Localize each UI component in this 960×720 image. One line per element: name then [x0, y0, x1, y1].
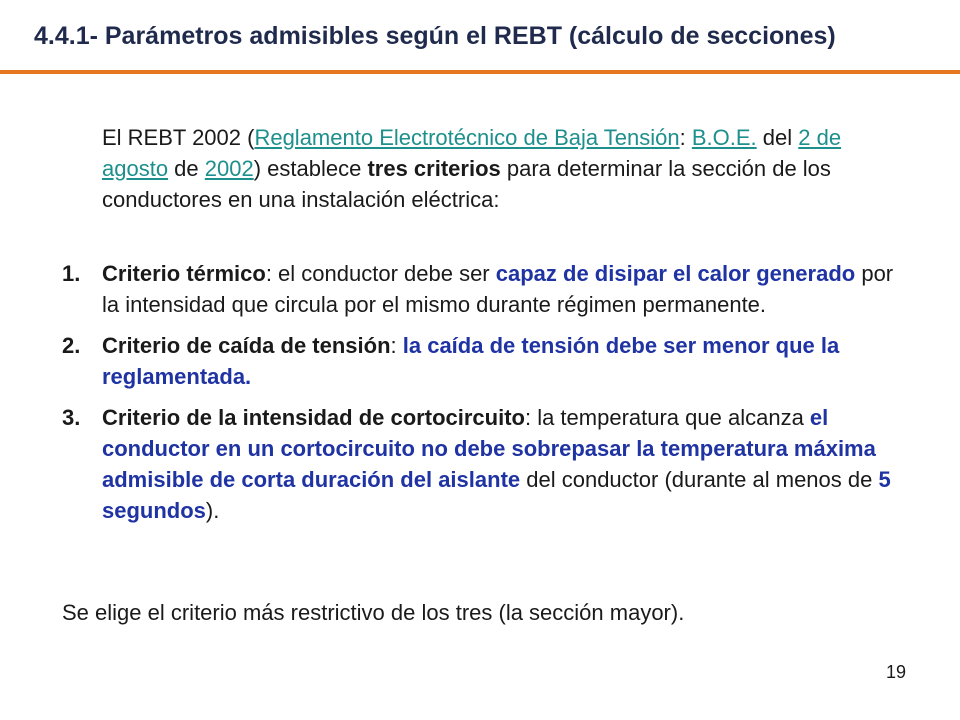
criterion-highlight: la caída de tensión debe ser menor que la reglamentada.	[102, 333, 840, 389]
slide-title: 4.4.1- Parámetros admisibles según el REBT (cálculo de secciones)	[34, 22, 836, 50]
date-link[interactable]: 2 de agosto	[102, 125, 842, 181]
intro-text: :	[679, 125, 692, 150]
criteria-list	[62, 258, 912, 536]
intro-text: del	[756, 125, 799, 150]
intro-text: ) establece	[253, 156, 368, 181]
criterion-name: Criterio de la intensidad de cortocircuito	[102, 405, 525, 430]
criterion-voltage-drop	[62, 330, 912, 392]
criterion-highlight: 5 segundos	[102, 467, 891, 523]
criterion-text: del conductor (durante al menos de	[520, 467, 879, 492]
intro-paragraph	[102, 122, 902, 215]
year-link[interactable]: 2002	[204, 156, 254, 181]
criterion-number: 3.	[62, 405, 81, 430]
criterion-short-circuit	[62, 402, 912, 526]
criterion-name: Criterio térmico	[102, 261, 266, 286]
criterion-text: : el conductor debe ser	[265, 261, 496, 286]
closing-statement: Se elige el criterio más restrictivo de los tres (la sección mayor).	[62, 600, 685, 625]
criterion-thermal	[62, 258, 912, 320]
criterion-text: : la temperatura que alcanza	[524, 405, 810, 430]
reglamento-link[interactable]: Reglamento Electrotécnico de Baja Tensión	[254, 125, 680, 150]
criterion-highlight: el conductor en un cortocircuito no debe sobrepasar la temperatura máxima admisible de corta duración del aislante	[102, 405, 876, 492]
criterion-name: Criterio de caída de tensión	[102, 333, 391, 358]
criterion-highlight: capaz de disipar el calor generado	[495, 261, 856, 286]
page-number: 19	[885, 662, 906, 682]
boe-link[interactable]: B.O.E.	[691, 125, 757, 150]
intro-text: El REBT 2002 (	[102, 125, 255, 150]
criterion-text: :	[390, 333, 403, 358]
criterion-text: ).	[205, 498, 220, 523]
intro-text: de	[168, 156, 205, 181]
criterion-number: 1.	[62, 261, 81, 286]
intro-text: para determinar la sección de los conductores en una instalación eléctrica:	[102, 156, 831, 212]
title-divider	[0, 70, 960, 74]
criterion-number: 2.	[62, 333, 81, 358]
intro-emphasis: tres criterios	[367, 156, 501, 181]
criterion-text: por la intensidad que circula por el mismo durante régimen permanente.	[102, 261, 894, 317]
